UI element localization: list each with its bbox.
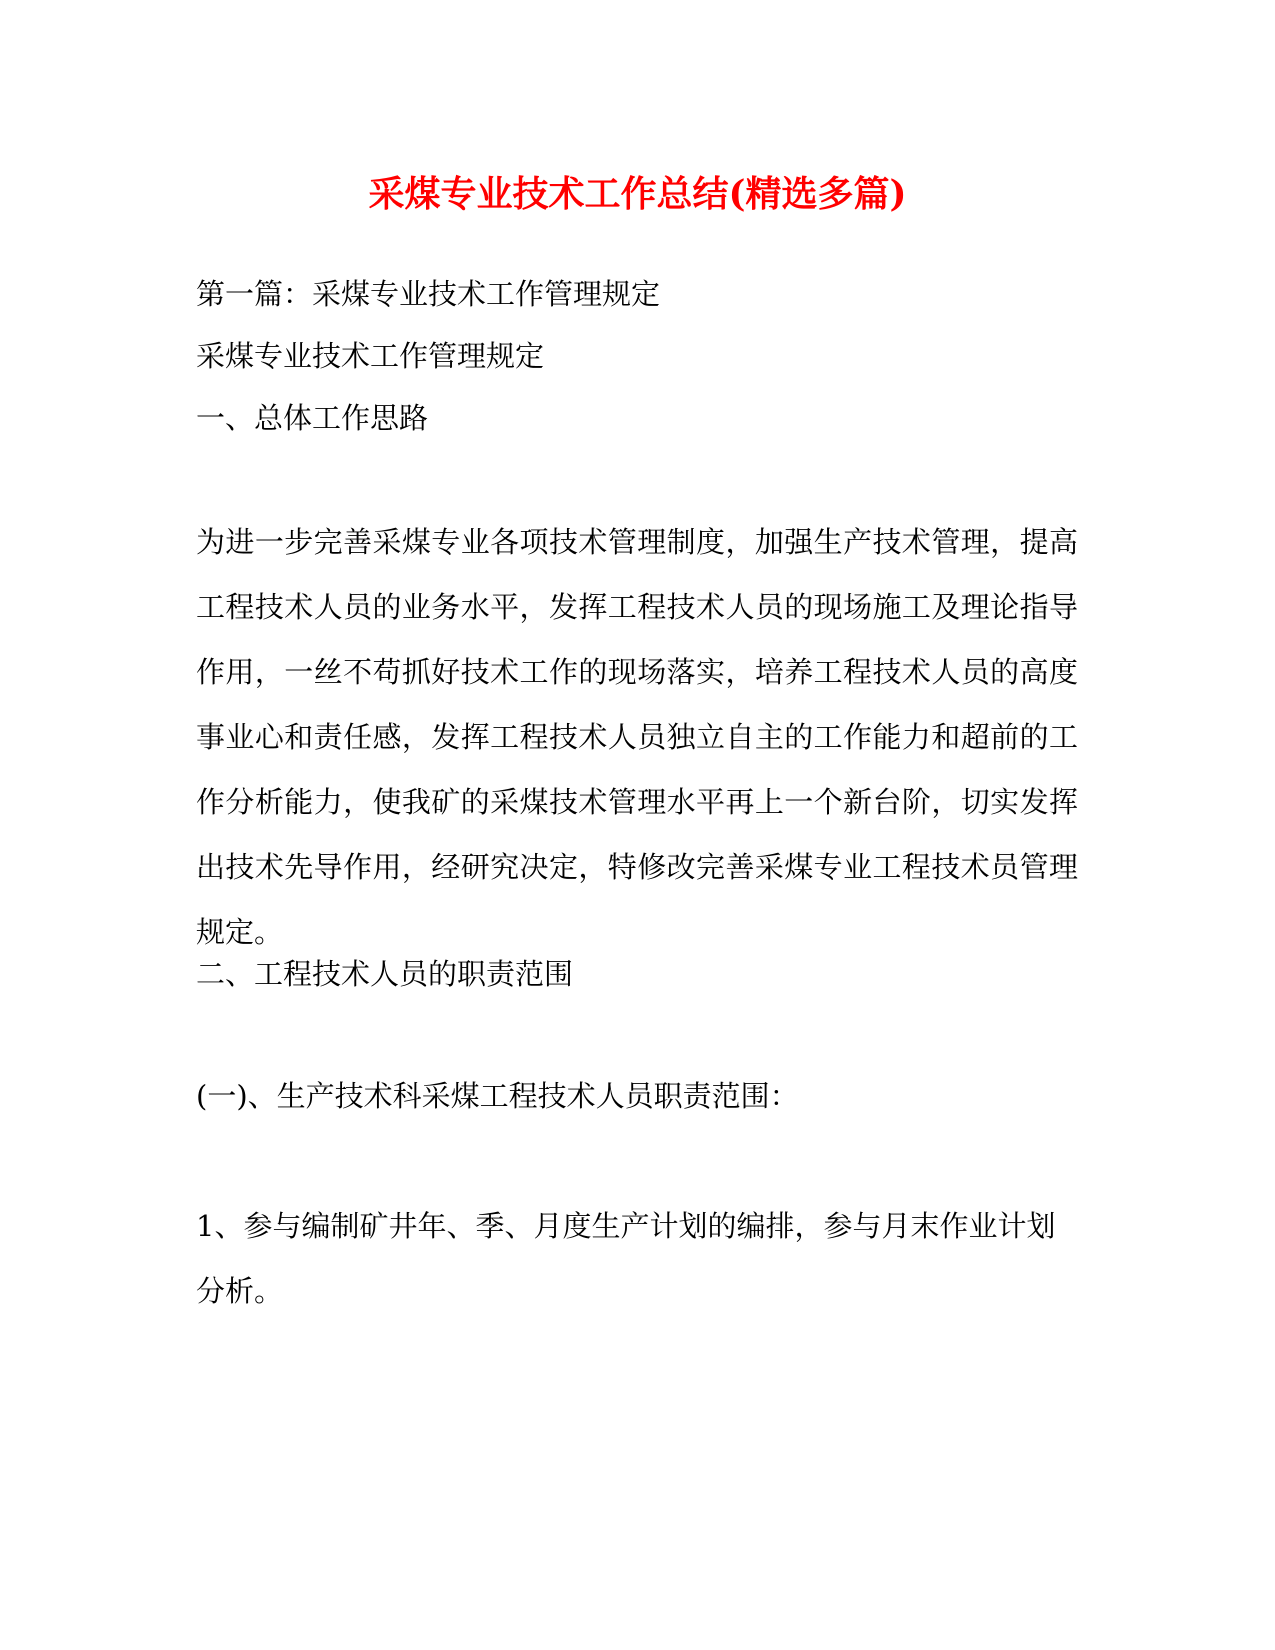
body-paragraph-1: 为进一步完善采煤专业各项技术管理制度，加强生产技术管理，提高工程技术人员的业务水平，发挥工程技术人员的现场施工及理论指导作用，一丝不苟抓好技术工作的现场落实，培养工程技术人员的高度事业心和责任感，发挥工程技术人员独立自主的工作能力和超前的工作分析能力，使我矿的采煤技术管理水平再上一个新台阶，切实发挥出技术先导作用，经研究决定，特修改完善采煤专业工程技术员管理规定。 <box>196 525 1078 949</box>
subsection-heading-1: (一)、生产技术科采煤工程技术人员职责范围： <box>196 1079 799 1113</box>
document-title: 采煤专业技术工作总结(精选多篇) <box>368 173 907 215</box>
section-heading-1: 一、总体工作思路 <box>196 401 429 435</box>
list-item-1: 1、参与编制矿井年、季、月度生产计划的编排，参与月末作业计划分析。 <box>196 1209 1056 1308</box>
chapter-heading: 第一篇：采煤专业技术工作管理规定 <box>196 277 661 311</box>
section-heading-2: 二、工程技术人员的职责范围 <box>196 957 574 991</box>
section-title: 采煤专业技术工作管理规定 <box>196 339 545 373</box>
